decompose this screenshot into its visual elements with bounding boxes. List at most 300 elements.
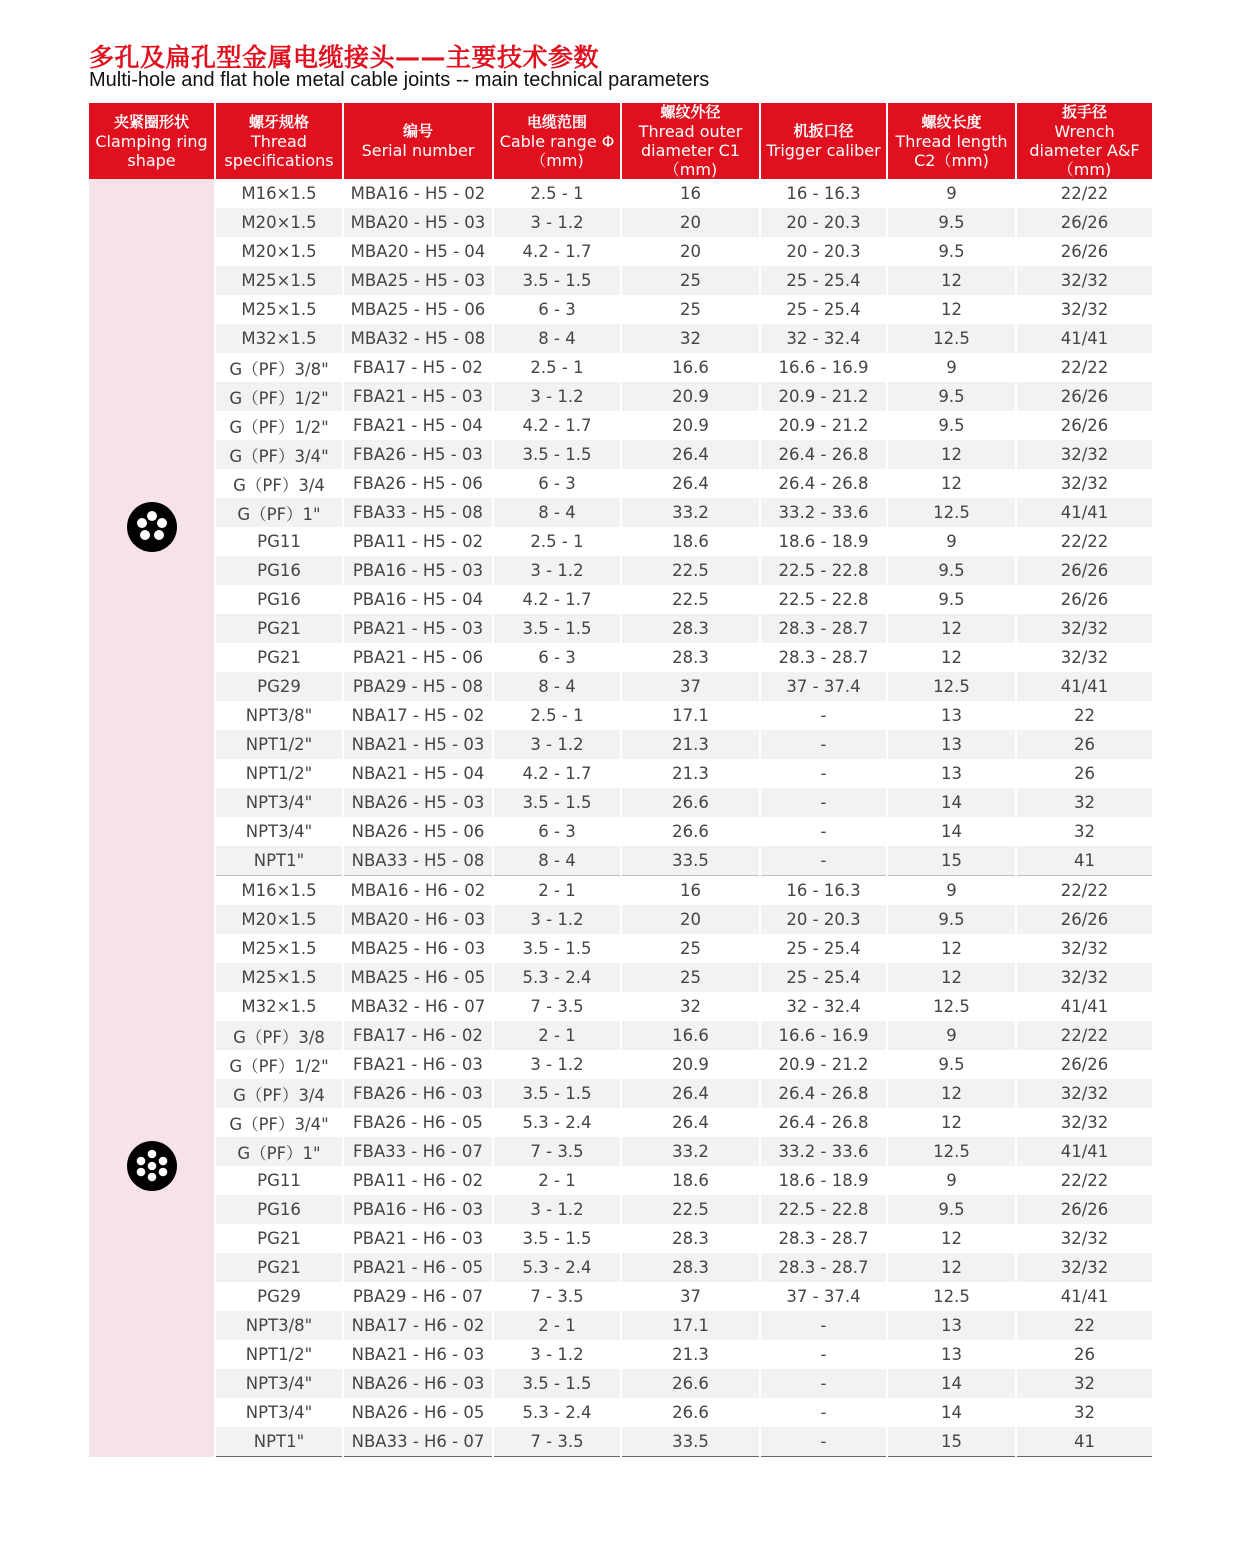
trigger-caliber-cell: 25 - 25.4 [760,266,887,295]
trigger-caliber-cell: 20 - 20.3 [760,905,887,934]
outer-diameter-cell: 26.6 [621,788,760,817]
serial-number-cell: PBA21 - H6 - 05 [343,1253,493,1282]
table-row [89,1166,1152,1195]
trigger-caliber-cell: 18.6 - 18.9 [760,527,887,556]
table-row [89,411,1152,440]
trigger-caliber-cell: 20.9 - 21.2 [760,1050,887,1079]
trigger-caliber-cell: - [760,759,887,788]
col-header-thread: 螺牙规格 Thread specifications [215,103,343,179]
serial-number-cell: PBA11 - H6 - 02 [343,1166,493,1195]
thread-spec-cell: G（PF）1/2" [215,1050,343,1079]
wrench-diameter-cell: 22/22 [1016,1166,1152,1195]
outer-diameter-cell: 26.4 [621,440,760,469]
thread-length-cell: 12.5 [887,992,1016,1021]
thread-length-cell: 12 [887,295,1016,324]
wrench-diameter-cell: 32/32 [1016,1079,1152,1108]
thread-length-cell: 13 [887,1311,1016,1340]
thread-spec-cell: G（PF）1" [215,1137,343,1166]
table-row [89,672,1152,701]
cable-range-cell: 2.5 - 1 [493,179,621,208]
thread-spec-cell: NPT3/4" [215,817,343,846]
thread-length-cell: 12 [887,963,1016,992]
outer-diameter-cell: 22.5 [621,585,760,614]
wrench-diameter-cell: 22/22 [1016,1021,1152,1050]
cable-range-cell: 8 - 4 [493,846,621,876]
thread-spec-cell: NPT1/2" [215,1340,343,1369]
table-row [89,1079,1152,1108]
thread-length-cell: 9.5 [887,556,1016,585]
wrench-diameter-cell: 26 [1016,759,1152,788]
thread-length-cell: 12 [887,469,1016,498]
cable-range-cell: 7 - 3.5 [493,1137,621,1166]
thread-length-cell: 13 [887,701,1016,730]
outer-diameter-cell: 33.5 [621,846,760,876]
outer-diameter-cell: 33.5 [621,1427,760,1457]
wrench-diameter-cell: 32/32 [1016,614,1152,643]
wrench-diameter-cell: 26 [1016,730,1152,759]
trigger-caliber-cell: 22.5 - 22.8 [760,1195,887,1224]
thread-spec-cell: PG16 [215,1195,343,1224]
thread-spec-cell: G（PF）1/2" [215,411,343,440]
trigger-caliber-cell: 25 - 25.4 [760,934,887,963]
table-row [89,237,1152,266]
wrench-diameter-cell: 32/32 [1016,440,1152,469]
cable-range-cell: 3 - 1.2 [493,208,621,237]
table-row [89,1311,1152,1340]
outer-diameter-cell: 21.3 [621,730,760,759]
thread-spec-cell: PG21 [215,643,343,672]
serial-number-cell: PBA16 - H6 - 03 [343,1195,493,1224]
cable-range-cell: 3 - 1.2 [493,730,621,759]
thread-spec-cell: PG21 [215,614,343,643]
serial-number-cell: FBA21 - H6 - 03 [343,1050,493,1079]
six-hole-ring-icon [126,1140,178,1192]
trigger-caliber-cell: 26.4 - 26.8 [760,1079,887,1108]
serial-number-cell: FBA17 - H5 - 02 [343,353,493,382]
cable-range-cell: 4.2 - 1.7 [493,411,621,440]
five-hole-ring-icon [126,501,178,553]
trigger-caliber-cell: 28.3 - 28.7 [760,1253,887,1282]
thread-spec-cell: M32×1.5 [215,992,343,1021]
serial-number-cell: FBA26 - H6 - 05 [343,1108,493,1137]
thread-spec-cell: M25×1.5 [215,266,343,295]
col-header-thread-length: 螺纹长度 Thread length C2（mm) [887,103,1016,179]
thread-length-cell: 14 [887,1369,1016,1398]
table-row [89,324,1152,353]
wrench-diameter-cell: 32/32 [1016,469,1152,498]
table-row [89,1427,1152,1457]
thread-spec-cell: NPT1/2" [215,759,343,788]
thread-spec-cell: PG21 [215,1224,343,1253]
cable-range-cell: 3 - 1.2 [493,1050,621,1079]
trigger-caliber-cell: - [760,1311,887,1340]
serial-number-cell: NBA26 - H6 - 03 [343,1369,493,1398]
cable-range-cell: 2 - 1 [493,1021,621,1050]
thread-spec-cell: NPT1/2" [215,730,343,759]
thread-length-cell: 9.5 [887,208,1016,237]
wrench-diameter-cell: 26/26 [1016,382,1152,411]
serial-number-cell: NBA26 - H6 - 05 [343,1398,493,1427]
thread-length-cell: 12.5 [887,498,1016,527]
cable-range-cell: 6 - 3 [493,469,621,498]
outer-diameter-cell: 25 [621,295,760,324]
cable-range-cell: 3 - 1.2 [493,382,621,411]
table-row [89,266,1152,295]
outer-diameter-cell: 22.5 [621,1195,760,1224]
wrench-diameter-cell: 41/41 [1016,672,1152,701]
table-row [89,527,1152,556]
outer-diameter-cell: 25 [621,934,760,963]
wrench-diameter-cell: 22/22 [1016,876,1152,906]
thread-length-cell: 9.5 [887,237,1016,266]
cable-range-cell: 6 - 3 [493,643,621,672]
serial-number-cell: FBA17 - H6 - 02 [343,1021,493,1050]
outer-diameter-cell: 16 [621,179,760,208]
table-row [89,498,1152,527]
trigger-caliber-cell: 33.2 - 33.6 [760,498,887,527]
table-row [89,963,1152,992]
thread-length-cell: 12 [887,440,1016,469]
thread-length-cell: 14 [887,788,1016,817]
trigger-caliber-cell: 20 - 20.3 [760,237,887,266]
thread-length-cell: 9 [887,179,1016,208]
thread-spec-cell: M32×1.5 [215,324,343,353]
thread-length-cell: 12 [887,1224,1016,1253]
thread-length-cell: 12 [887,614,1016,643]
cable-range-cell: 4.2 - 1.7 [493,759,621,788]
outer-diameter-cell: 18.6 [621,527,760,556]
thread-spec-cell: G（PF）3/4" [215,440,343,469]
serial-number-cell: FBA33 - H5 - 08 [343,498,493,527]
table-row [89,817,1152,846]
thread-length-cell: 9.5 [887,585,1016,614]
cable-range-cell: 7 - 3.5 [493,1427,621,1457]
thread-spec-cell: PG11 [215,1166,343,1195]
trigger-caliber-cell: 37 - 37.4 [760,1282,887,1311]
trigger-caliber-cell: - [760,1340,887,1369]
thread-length-cell: 12.5 [887,1137,1016,1166]
thread-spec-cell: G（PF）3/4" [215,1108,343,1137]
col-header-wrench: 扳手径 Wrench diameter A&F（mm) [1016,103,1152,179]
wrench-diameter-cell: 26/26 [1016,237,1152,266]
wrench-diameter-cell: 22/22 [1016,179,1152,208]
thread-spec-cell: PG16 [215,585,343,614]
trigger-caliber-cell: 16.6 - 16.9 [760,353,887,382]
thread-spec-cell: M25×1.5 [215,934,343,963]
cable-range-cell: 3 - 1.2 [493,1340,621,1369]
trigger-caliber-cell: 26.4 - 26.8 [760,1108,887,1137]
thread-spec-cell: M25×1.5 [215,295,343,324]
col-header-shape: 夹紧圈形状 Clamping ring shape [89,103,215,179]
table-row [89,643,1152,672]
wrench-diameter-cell: 26/26 [1016,585,1152,614]
thread-spec-cell: M20×1.5 [215,905,343,934]
trigger-caliber-cell: 16 - 16.3 [760,876,887,906]
table-row [89,1282,1152,1311]
serial-number-cell: NBA33 - H5 - 08 [343,846,493,876]
wrench-diameter-cell: 26/26 [1016,1195,1152,1224]
wrench-diameter-cell: 26/26 [1016,1050,1152,1079]
thread-length-cell: 15 [887,1427,1016,1457]
wrench-diameter-cell: 32 [1016,1369,1152,1398]
wrench-diameter-cell: 26 [1016,1340,1152,1369]
thread-length-cell: 12 [887,934,1016,963]
cable-range-cell: 4.2 - 1.7 [493,585,621,614]
cable-range-cell: 2.5 - 1 [493,353,621,382]
thread-spec-cell: NPT3/8" [215,701,343,730]
cable-range-cell: 7 - 3.5 [493,1282,621,1311]
serial-number-cell: FBA26 - H6 - 03 [343,1079,493,1108]
outer-diameter-cell: 26.6 [621,1369,760,1398]
serial-number-cell: FBA26 - H5 - 06 [343,469,493,498]
serial-number-cell: NBA26 - H5 - 03 [343,788,493,817]
trigger-caliber-cell: - [760,846,887,876]
thread-spec-cell: G（PF）3/8" [215,353,343,382]
thread-length-cell: 9 [887,876,1016,906]
serial-number-cell: FBA21 - H5 - 03 [343,382,493,411]
table-row [89,208,1152,237]
cable-range-cell: 3.5 - 1.5 [493,934,621,963]
trigger-caliber-cell: - [760,1427,887,1457]
cable-range-cell: 2.5 - 1 [493,701,621,730]
cable-range-cell: 5.3 - 2.4 [493,963,621,992]
wrench-diameter-cell: 41/41 [1016,324,1152,353]
clamping-ring-shape-cell [89,876,215,1457]
cable-range-cell: 3.5 - 1.5 [493,266,621,295]
table-row [89,1398,1152,1427]
cable-range-cell: 3.5 - 1.5 [493,1079,621,1108]
table-row [89,1340,1152,1369]
cable-range-cell: 2 - 1 [493,1311,621,1340]
trigger-caliber-cell: 26.4 - 26.8 [760,469,887,498]
thread-spec-cell: PG16 [215,556,343,585]
trigger-caliber-cell: - [760,1398,887,1427]
serial-number-cell: MBA25 - H6 - 05 [343,963,493,992]
table-row [89,382,1152,411]
table-row [89,1195,1152,1224]
outer-diameter-cell: 20.9 [621,411,760,440]
trigger-caliber-cell: - [760,730,887,759]
wrench-diameter-cell: 32 [1016,817,1152,846]
wrench-diameter-cell: 22/22 [1016,353,1152,382]
outer-diameter-cell: 26.4 [621,469,760,498]
outer-diameter-cell: 17.1 [621,1311,760,1340]
serial-number-cell: PBA21 - H5 - 03 [343,614,493,643]
cable-range-cell: 3 - 1.2 [493,905,621,934]
table-row [89,556,1152,585]
wrench-diameter-cell: 32/32 [1016,1253,1152,1282]
cable-range-cell: 8 - 4 [493,324,621,353]
page-title-cn: 多孔及扁孔型金属电缆接头——主要技术参数 [89,43,600,72]
thread-length-cell: 9.5 [887,382,1016,411]
serial-number-cell: FBA26 - H5 - 03 [343,440,493,469]
outer-diameter-cell: 16.6 [621,353,760,382]
serial-number-cell: MBA20 - H5 - 04 [343,237,493,266]
thread-spec-cell: NPT3/4" [215,1398,343,1427]
thread-length-cell: 9.5 [887,905,1016,934]
table-row [89,614,1152,643]
thread-length-cell: 13 [887,759,1016,788]
trigger-caliber-cell: 26.4 - 26.8 [760,440,887,469]
outer-diameter-cell: 28.3 [621,1253,760,1282]
table-row [89,353,1152,382]
table-row [89,179,1152,208]
thread-length-cell: 14 [887,817,1016,846]
serial-number-cell: PBA16 - H5 - 03 [343,556,493,585]
wrench-diameter-cell: 26/26 [1016,411,1152,440]
thread-spec-cell: PG29 [215,672,343,701]
thread-length-cell: 9.5 [887,1050,1016,1079]
thread-length-cell: 9.5 [887,1195,1016,1224]
col-header-outer-diameter: 螺纹外径 Thread outer diameter C1（mm) [621,103,760,179]
wrench-diameter-cell: 26/26 [1016,556,1152,585]
table-row [89,1253,1152,1282]
serial-number-cell: MBA16 - H5 - 02 [343,179,493,208]
outer-diameter-cell: 22.5 [621,556,760,585]
trigger-caliber-cell: 20 - 20.3 [760,208,887,237]
serial-number-cell: NBA17 - H5 - 02 [343,701,493,730]
thread-spec-cell: NPT3/4" [215,1369,343,1398]
cable-range-cell: 3.5 - 1.5 [493,1224,621,1253]
serial-number-cell: NBA21 - H5 - 03 [343,730,493,759]
wrench-diameter-cell: 32/32 [1016,1108,1152,1137]
cable-range-cell: 2 - 1 [493,876,621,906]
wrench-diameter-cell: 41/41 [1016,992,1152,1021]
table-row [89,1137,1152,1166]
wrench-diameter-cell: 32/32 [1016,295,1152,324]
cable-range-cell: 3 - 1.2 [493,556,621,585]
cable-range-cell: 3 - 1.2 [493,1195,621,1224]
table-header-row [89,103,1152,179]
cable-range-cell: 6 - 3 [493,295,621,324]
trigger-caliber-cell: 20.9 - 21.2 [760,382,887,411]
trigger-caliber-cell: 28.3 - 28.7 [760,1224,887,1253]
trigger-caliber-cell: 20.9 - 21.2 [760,411,887,440]
serial-number-cell: NBA33 - H6 - 07 [343,1427,493,1457]
outer-diameter-cell: 20.9 [621,1050,760,1079]
spec-table [89,103,1152,1457]
thread-spec-cell: NPT1" [215,1427,343,1457]
thread-length-cell: 9 [887,353,1016,382]
trigger-caliber-cell: 37 - 37.4 [760,672,887,701]
thread-spec-cell: M16×1.5 [215,876,343,906]
table-row [89,701,1152,730]
cable-range-cell: 3.5 - 1.5 [493,1369,621,1398]
table-row [89,585,1152,614]
outer-diameter-cell: 17.1 [621,701,760,730]
thread-spec-cell: NPT1" [215,846,343,876]
serial-number-cell: PBA16 - H5 - 04 [343,585,493,614]
cable-range-cell: 6 - 3 [493,817,621,846]
trigger-caliber-cell: 32 - 32.4 [760,992,887,1021]
cable-range-cell: 8 - 4 [493,672,621,701]
trigger-caliber-cell: 22.5 - 22.8 [760,585,887,614]
thread-length-cell: 9 [887,1021,1016,1050]
thread-length-cell: 12.5 [887,672,1016,701]
cable-range-cell: 3.5 - 1.5 [493,788,621,817]
trigger-caliber-cell: 18.6 - 18.9 [760,1166,887,1195]
thread-spec-cell: G（PF）3/4 [215,469,343,498]
serial-number-cell: MBA20 - H6 - 03 [343,905,493,934]
thread-spec-cell: G（PF）3/8 [215,1021,343,1050]
outer-diameter-cell: 28.3 [621,643,760,672]
cable-range-cell: 8 - 4 [493,498,621,527]
thread-length-cell: 12.5 [887,324,1016,353]
thread-length-cell: 12 [887,1079,1016,1108]
serial-number-cell: MBA32 - H6 - 07 [343,992,493,1021]
table-row [89,788,1152,817]
outer-diameter-cell: 21.3 [621,1340,760,1369]
table-row [89,905,1152,934]
outer-diameter-cell: 26.4 [621,1079,760,1108]
outer-diameter-cell: 26.6 [621,817,760,846]
serial-number-cell: MBA25 - H5 - 06 [343,295,493,324]
outer-diameter-cell: 16.6 [621,1021,760,1050]
table-row [89,759,1152,788]
wrench-diameter-cell: 32/32 [1016,1224,1152,1253]
table-row [89,876,1152,906]
thread-spec-cell: M25×1.5 [215,963,343,992]
thread-spec-cell: G（PF）1/2" [215,382,343,411]
outer-diameter-cell: 18.6 [621,1166,760,1195]
outer-diameter-cell: 20 [621,208,760,237]
serial-number-cell: MBA25 - H6 - 03 [343,934,493,963]
table-row [89,1050,1152,1079]
trigger-caliber-cell: 25 - 25.4 [760,963,887,992]
wrench-diameter-cell: 26/26 [1016,208,1152,237]
serial-number-cell: NBA21 - H5 - 04 [343,759,493,788]
outer-diameter-cell: 25 [621,266,760,295]
outer-diameter-cell: 32 [621,992,760,1021]
wrench-diameter-cell: 32 [1016,1398,1152,1427]
thread-spec-cell: PG21 [215,1253,343,1282]
outer-diameter-cell: 33.2 [621,498,760,527]
outer-diameter-cell: 20 [621,905,760,934]
table-row [89,1369,1152,1398]
clamping-ring-shape-cell [89,179,215,876]
trigger-caliber-cell: 28.3 - 28.7 [760,643,887,672]
serial-number-cell: PBA21 - H5 - 06 [343,643,493,672]
outer-diameter-cell: 37 [621,1282,760,1311]
cable-range-cell: 7 - 3.5 [493,992,621,1021]
cable-range-cell: 3.5 - 1.5 [493,440,621,469]
cable-range-cell: 4.2 - 1.7 [493,237,621,266]
thread-length-cell: 15 [887,846,1016,876]
serial-number-cell: PBA11 - H5 - 02 [343,527,493,556]
serial-number-cell: NBA21 - H6 - 03 [343,1340,493,1369]
col-header-serial: 编号 Serial number [343,103,493,179]
serial-number-cell: NBA17 - H6 - 02 [343,1311,493,1340]
serial-number-cell: FBA21 - H5 - 04 [343,411,493,440]
table-row [89,440,1152,469]
wrench-diameter-cell: 22 [1016,701,1152,730]
thread-spec-cell: G（PF）3/4 [215,1079,343,1108]
serial-number-cell: PBA29 - H5 - 08 [343,672,493,701]
wrench-diameter-cell: 32/32 [1016,963,1152,992]
table-row [89,934,1152,963]
thread-length-cell: 12 [887,266,1016,295]
thread-length-cell: 12.5 [887,1282,1016,1311]
thread-spec-cell: NPT3/8" [215,1311,343,1340]
serial-number-cell: NBA26 - H5 - 06 [343,817,493,846]
thread-length-cell: 14 [887,1398,1016,1427]
outer-diameter-cell: 32 [621,324,760,353]
col-header-cable-range: 电缆范围 Cable range Φ（mm) [493,103,621,179]
thread-spec-cell: M20×1.5 [215,237,343,266]
table-row [89,1108,1152,1137]
cable-range-cell: 5.3 - 2.4 [493,1398,621,1427]
trigger-caliber-cell: - [760,701,887,730]
